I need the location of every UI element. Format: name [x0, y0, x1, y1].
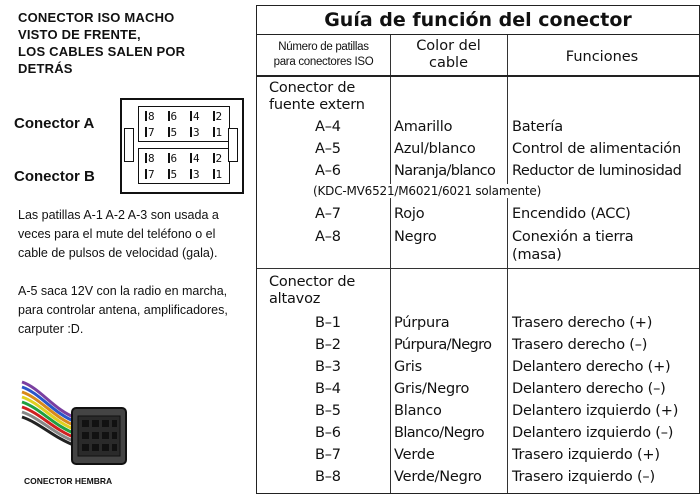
pin-cell: A–8 — [315, 229, 341, 245]
section-a-title — [269, 80, 365, 114]
model-note: (KDC-MV6521/M6021/6021 solamente) — [313, 184, 542, 198]
header-line: Color del — [416, 38, 481, 54]
color-cell: Azul/blanco — [394, 141, 476, 157]
connector-b-label: Conector B — [14, 168, 95, 185]
color-cell: Gris — [394, 359, 422, 375]
color-cell: Púrpura/Negro — [394, 337, 492, 353]
pin-cell: B–6 — [315, 425, 341, 441]
color-cell: Negro — [394, 229, 437, 245]
female-connector-label: CONECTOR HEMBRA — [24, 476, 113, 486]
connector-b-pins — [138, 148, 230, 184]
pin: 3 — [190, 126, 207, 139]
pin-cell: A–4 — [315, 119, 341, 135]
function-cell: Conexión a tierra — [512, 229, 634, 245]
pin: 4 — [190, 110, 207, 123]
connector-a-pins — [138, 106, 230, 142]
function-cell: Trasero derecho (+) — [512, 315, 653, 331]
pin: 8 — [145, 152, 162, 165]
color-cell: Amarillo — [394, 119, 453, 135]
notes — [18, 206, 248, 358]
pin-cell: B–5 — [315, 403, 341, 419]
section-b-title — [269, 274, 355, 308]
title-line: LOS CABLES SALEN POR — [18, 44, 186, 59]
color-cell: Naranja/blanco — [394, 163, 496, 179]
header-line: para conectores ISO — [273, 56, 374, 68]
function-cell: Control de alimentación — [512, 141, 681, 157]
pin: 5 — [168, 168, 185, 181]
table-title: Guía de función del conector — [257, 6, 699, 35]
pin-cell: A–7 — [315, 206, 341, 222]
pin: 2 — [213, 110, 230, 123]
function-cell: Delantero derecho (+) — [512, 359, 671, 375]
header-pins — [257, 40, 390, 70]
color-cell: Rojo — [394, 206, 425, 222]
header-functions: Funciones — [565, 49, 639, 65]
pin: 5 — [168, 126, 185, 139]
pin-cell: A–6 — [315, 163, 341, 179]
function-cell: Delantero derecho (–) — [512, 381, 666, 397]
pin-cell: B–2 — [315, 337, 341, 353]
function-cell: Trasero izquierdo (–) — [512, 469, 655, 485]
color-cell: Verde — [394, 447, 435, 463]
function-cell: Trasero derecho (–) — [512, 337, 648, 353]
pin-cell: A–5 — [315, 141, 341, 157]
color-cell: Blanco — [394, 403, 442, 419]
color-cell: Blanco/Negro — [394, 425, 485, 441]
function-cell: Delantero izquierdo (+) — [512, 403, 679, 419]
connector-a-label: Conector A — [14, 115, 95, 132]
pin: 1 — [213, 126, 230, 139]
pin: 6 — [168, 110, 185, 123]
title-line: DETRÁS — [18, 61, 73, 76]
pin-cell: B–8 — [315, 469, 341, 485]
connector-function-table — [256, 5, 700, 494]
female-connector-image — [20, 378, 132, 474]
pin: 1 — [213, 168, 230, 181]
pin: 7 — [145, 126, 162, 139]
connector-diagram — [120, 98, 244, 194]
section-line: Conector de — [269, 80, 356, 96]
function-cell: Delantero izquierdo (–) — [512, 425, 674, 441]
pin-cell: B–7 — [315, 447, 341, 463]
function-cell: Trasero izquierdo (+) — [512, 447, 660, 463]
wire-bundle — [22, 382, 76, 446]
header-line: Número de patillas — [278, 41, 369, 53]
color-cell: Púrpura — [394, 315, 450, 331]
pin: 4 — [190, 152, 207, 165]
header-color — [390, 38, 507, 72]
note-a5: A-5 saca 12V con la radio en marcha, para controlar antena, amplificadores, carputer :D. — [18, 284, 228, 336]
header-line: cable — [428, 55, 468, 71]
pin-cell: B–1 — [315, 315, 341, 331]
title-line: VISTO DE FRENTE, — [18, 27, 141, 42]
note-mute: Las patillas A-1 A-2 A-3 son usada a veces para el mute del teléfono o el cable de pulsos de velocidad (gala). — [18, 208, 219, 260]
pin-cell: B–3 — [315, 359, 341, 375]
pin: 2 — [213, 152, 230, 165]
function-cell: Encendido (ACC) — [512, 206, 631, 222]
pin: 7 — [145, 168, 162, 181]
function-cell: Batería — [512, 119, 563, 135]
function-cell: Reductor de luminosidad — [512, 163, 682, 179]
pin-cell: B–4 — [315, 381, 341, 397]
pin: 8 — [145, 110, 162, 123]
pin: 6 — [168, 152, 185, 165]
color-cell: Gris/Negro — [394, 381, 470, 397]
section-line: fuente extern — [269, 97, 365, 113]
pin: 3 — [190, 168, 207, 181]
section-line: altavoz — [269, 291, 321, 307]
section-line: Conector de — [269, 274, 356, 290]
title-line: CONECTOR ISO MACHO — [18, 10, 175, 25]
function-cell-cont: (masa) — [512, 247, 562, 263]
color-cell: Verde/Negro — [394, 469, 482, 485]
iso-male-title — [18, 9, 185, 77]
